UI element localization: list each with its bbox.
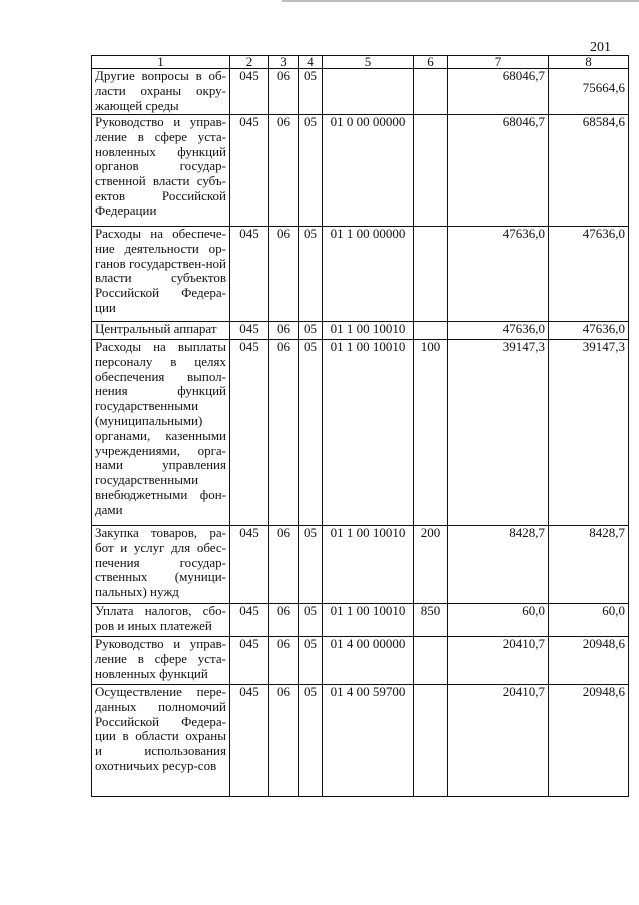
table-row — [92, 637, 629, 685]
item-name: Другие вопросы в об-ласти охраны окру-жающей среды — [92, 69, 230, 115]
amount-col8: 47636,0 — [549, 227, 629, 322]
expense-type-code — [414, 685, 448, 797]
amount-col8: 60,0 — [549, 604, 629, 637]
table-row — [92, 526, 629, 604]
target-code: 01 1 00 10010 — [323, 340, 414, 526]
expense-type-code: 200 — [414, 526, 448, 604]
subsection-code: 05 — [299, 115, 323, 227]
expense-type-code: 100 — [414, 340, 448, 526]
expense-type-code — [414, 322, 448, 340]
section-code: 06 — [269, 227, 299, 322]
ministry-code: 045 — [230, 340, 269, 526]
ministry-code: 045 — [230, 637, 269, 685]
col-header: 1 — [92, 56, 230, 69]
amount-col7: 47636,0 — [448, 322, 549, 340]
table-row — [92, 340, 629, 526]
amount-col7: 39147,3 — [448, 340, 549, 526]
table-row — [92, 115, 629, 227]
target-code: 01 4 00 59700 — [323, 685, 414, 797]
subsection-code: 05 — [299, 227, 323, 322]
amount-col8: 68584,6 — [549, 115, 629, 227]
amount-col7: 60,0 — [448, 604, 549, 637]
item-name: Расходы на выплаты персоналу в целях обеспечения выпол-нения функций государственными (муниципальными) органами, казенными учреждениями, орга-нами управления государственными внебюджетными фон-дами — [92, 340, 230, 526]
amount-col7: 68046,7 — [448, 69, 549, 115]
ministry-code: 045 — [230, 526, 269, 604]
target-code: 01 4 00 00000 — [323, 637, 414, 685]
section-code: 06 — [269, 604, 299, 637]
table-row — [92, 322, 629, 340]
amount-col8: 20948,6 — [549, 637, 629, 685]
scan-top-edge — [282, 0, 639, 2]
table-row — [92, 604, 629, 637]
amount-col8: 39147,3 — [549, 340, 629, 526]
amount-col8: 8428,7 — [549, 526, 629, 604]
table-row — [92, 685, 629, 797]
subsection-code: 05 — [299, 604, 323, 637]
target-code — [323, 69, 414, 115]
amount-col7: 68046,7 — [448, 115, 549, 227]
section-code: 06 — [269, 526, 299, 604]
page-number: 201 — [590, 40, 611, 55]
expense-type-code — [414, 69, 448, 115]
amount-col8: 20948,6 — [549, 685, 629, 797]
section-code: 06 — [269, 115, 299, 227]
target-code: 01 1 00 10010 — [323, 604, 414, 637]
amount-col7: 47636,0 — [448, 227, 549, 322]
expense-type-code — [414, 227, 448, 322]
item-name: Закупка товаров, ра-бот и услуг для обес-печения государ-ственных (муници-пальных) нужд — [92, 526, 230, 604]
expense-type-code: 850 — [414, 604, 448, 637]
subsection-code: 05 — [299, 526, 323, 604]
subsection-code: 05 — [299, 685, 323, 797]
amount-col7: 20410,7 — [448, 685, 549, 797]
item-name: Расходы на обеспече-ние деятельности ор-ганов государствен-ной власти субъектов Российской Федера-ции — [92, 227, 230, 322]
target-code: 01 1 00 00000 — [323, 227, 414, 322]
ministry-code: 045 — [230, 604, 269, 637]
budget-table — [91, 55, 629, 797]
col-header: 6 — [414, 56, 448, 69]
expense-type-code — [414, 637, 448, 685]
amount-col7: 20410,7 — [448, 637, 549, 685]
section-code: 06 — [269, 685, 299, 797]
ministry-code: 045 — [230, 69, 269, 115]
section-code: 06 — [269, 340, 299, 526]
item-name: Уплата налогов, сбо-ров и иных платежей — [92, 604, 230, 637]
expense-type-code — [414, 115, 448, 227]
section-code: 06 — [269, 637, 299, 685]
table-row — [92, 69, 629, 115]
amount-col8: 75664,6 — [549, 69, 629, 115]
col-header: 4 — [299, 56, 323, 69]
section-code: 06 — [269, 69, 299, 115]
amount-col7: 8428,7 — [448, 526, 549, 604]
subsection-code: 05 — [299, 322, 323, 340]
section-code: 06 — [269, 322, 299, 340]
subsection-code: 05 — [299, 637, 323, 685]
ministry-code: 045 — [230, 115, 269, 227]
target-code: 01 1 00 10010 — [323, 322, 414, 340]
table-row — [92, 227, 629, 322]
item-name: Руководство и управ-ление в сфере уста-новленных функций органов государ-ственной власти субъ-ектов Российской Федерации — [92, 115, 230, 227]
col-header: 8 — [549, 56, 629, 69]
col-header: 2 — [230, 56, 269, 69]
item-name: Осуществление пере-данных полномочий Российской Федера-ции в области охраны и использования охотничьих ресур-сов — [92, 685, 230, 797]
col-header: 3 — [269, 56, 299, 69]
amount-col8: 47636,0 — [549, 322, 629, 340]
ministry-code: 045 — [230, 322, 269, 340]
subsection-code: 05 — [299, 69, 323, 115]
target-code: 01 0 00 00000 — [323, 115, 414, 227]
col-header: 7 — [448, 56, 549, 69]
target-code: 01 1 00 10010 — [323, 526, 414, 604]
item-name: Центральный аппарат — [92, 322, 230, 340]
item-name: Руководство и управ-ление в сфере уста-новленных функций — [92, 637, 230, 685]
subsection-code: 05 — [299, 340, 323, 526]
col-header: 5 — [323, 56, 414, 69]
ministry-code: 045 — [230, 227, 269, 322]
header-row — [92, 56, 629, 69]
ministry-code: 045 — [230, 685, 269, 797]
